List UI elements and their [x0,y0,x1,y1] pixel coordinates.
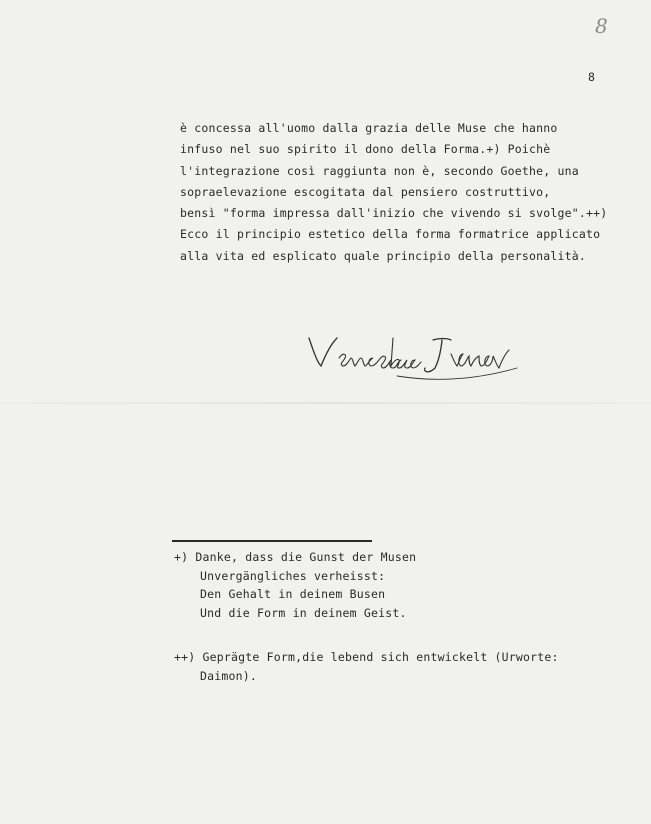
handwritten-signature [305,328,535,383]
paper-fold [0,402,651,404]
body-line: l'integrazione così raggiunta non è, secondo Goethe, una [180,163,579,178]
footnote-line: Daimon). [200,668,257,683]
footnote-line: Den Gehalt in deinem Busen [200,587,386,601]
typed-page-number: 8 [588,70,596,84]
body-line: alla vita ed esplicato quale principio della personalità. [180,248,587,263]
footnote-separator [172,540,372,542]
body-paragraph [180,118,640,267]
body-line: sopraelevazione escogitata dal pensiero costruttivo, [180,184,551,199]
body-line: è concessa all'uomo dalla grazia delle Muse che hanno [180,121,558,135]
body-line: infuso nel suo spirito il dono della Forma.+) Poichè [180,142,551,157]
body-line: bensì "forma impressa dall'inizio che vivendo si svolge".++) [180,206,608,221]
pencil-page-number: 8 [595,14,608,38]
footnote-2 [174,648,559,685]
footnote-1 [174,548,416,622]
footnote-line: Und die Form in deinem Geist. [200,605,407,620]
footnote-line: ++) Geprägte Form,die lebend sich entwickelt (Urworte: [174,650,559,664]
body-line: Ecco il principio estetico della forma formatrice applicato [180,227,601,242]
footnote-line: Unvergängliches verheisst: [200,568,386,583]
footnote-line: +) Danke, dass die Gunst der Musen [174,550,417,564]
